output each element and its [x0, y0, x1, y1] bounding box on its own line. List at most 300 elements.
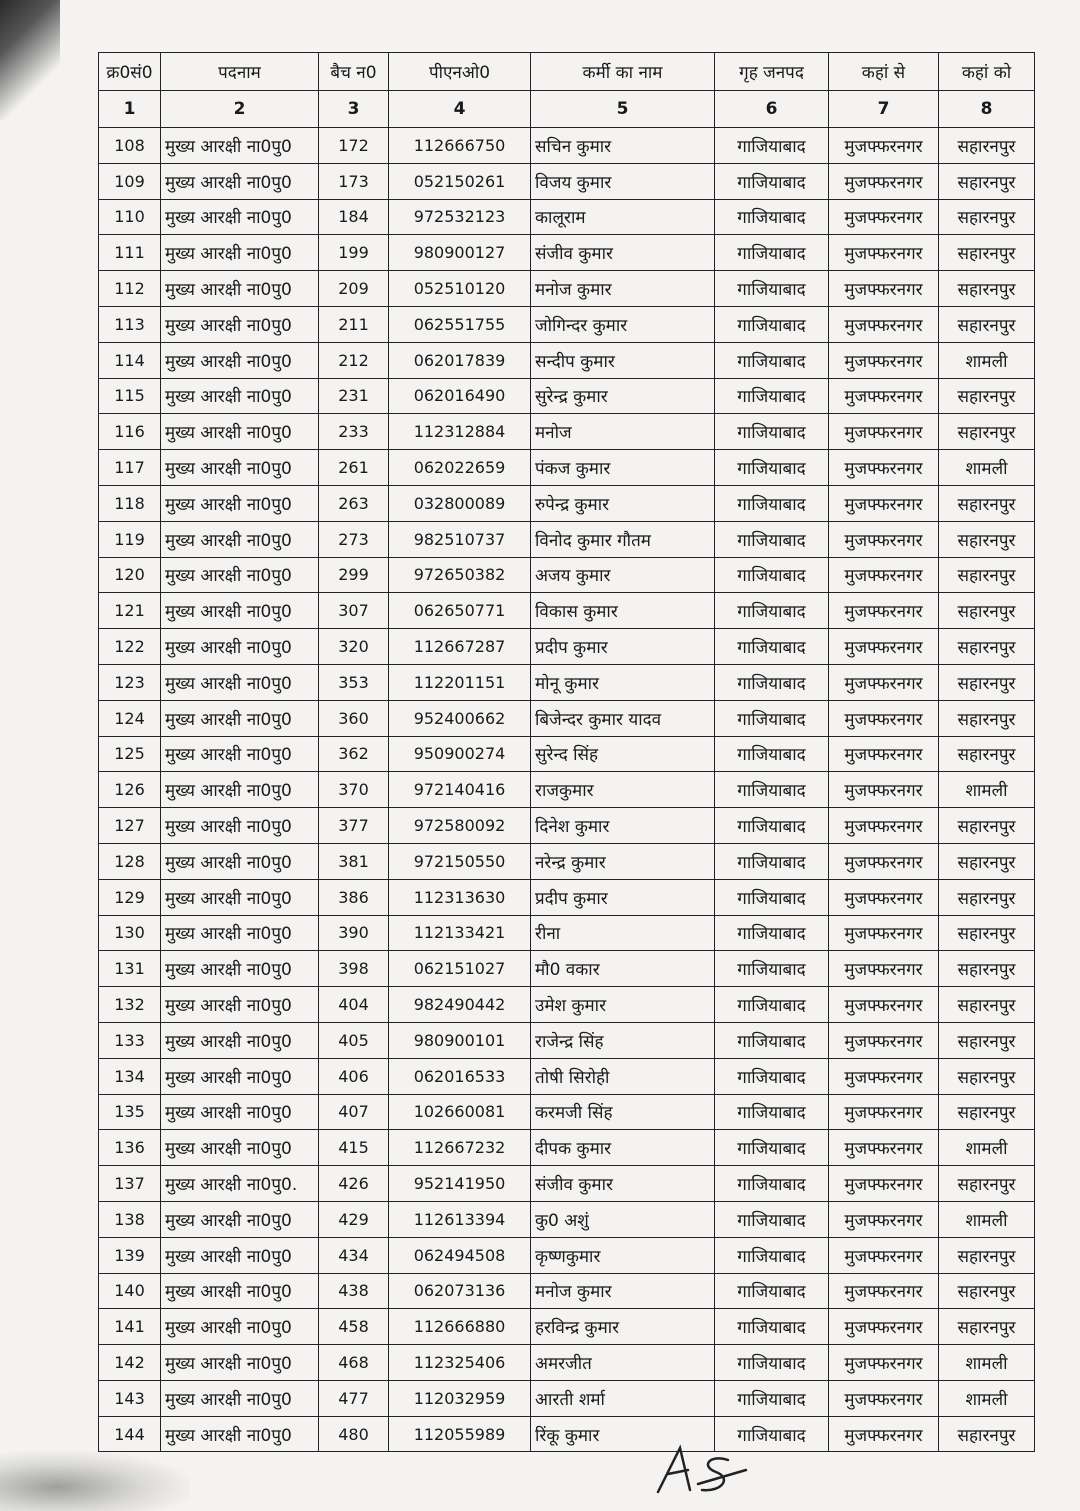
designation-cell: मुख्य आरक्षी ना0पु0 — [161, 1201, 319, 1237]
table-body — [99, 128, 1035, 1452]
serial-no-cell: 113 — [99, 306, 161, 342]
employee-name-cell: सन्दीप कुमार — [531, 342, 715, 378]
pno-cell: 062073136 — [389, 1273, 531, 1309]
batch-no-cell: 370 — [319, 772, 389, 808]
designation-cell: मुख्य आरक्षी ना0पु0 — [161, 915, 319, 951]
home-district-cell: गाजियाबाद — [715, 736, 829, 772]
table-row — [99, 1130, 1035, 1166]
batch-no-cell: 468 — [319, 1345, 389, 1381]
batch-no-cell: 212 — [319, 342, 389, 378]
table-row — [99, 306, 1035, 342]
home-district-cell: गाजियाबाद — [715, 808, 829, 844]
table-row — [99, 1166, 1035, 1202]
to-district-cell: सहारनपुर — [939, 1022, 1035, 1058]
home-district-cell: गाजियाबाद — [715, 1166, 829, 1202]
to-district-cell: शामली — [939, 342, 1035, 378]
designation-cell: मुख्य आरक्षी ना0पु0 — [161, 1058, 319, 1094]
from-district-cell: मुजफ्फरनगर — [829, 1130, 939, 1166]
pno-cell: 972140416 — [389, 772, 531, 808]
pno-cell: 112312884 — [389, 414, 531, 450]
from-district-cell: मुजफ्फरनगर — [829, 342, 939, 378]
home-district-cell: गाजियाबाद — [715, 235, 829, 271]
batch-no-cell: 299 — [319, 557, 389, 593]
designation-cell: मुख्य आरक्षी ना0पु0 — [161, 843, 319, 879]
from-district-cell: मुजफ्फरनगर — [829, 306, 939, 342]
pno-cell: 052150261 — [389, 163, 531, 199]
to-district-cell: सहारनपुर — [939, 808, 1035, 844]
designation-cell: मुख्य आरक्षी ना0पु0 — [161, 987, 319, 1023]
table-row — [99, 485, 1035, 521]
pno-cell: 112667232 — [389, 1130, 531, 1166]
pno-cell: 102660081 — [389, 1094, 531, 1130]
table-row — [99, 593, 1035, 629]
designation-cell: मुख्य आरक्षी ना0पु0 — [161, 485, 319, 521]
table-row — [99, 1380, 1035, 1416]
home-district-cell: गाजियाबाद — [715, 485, 829, 521]
home-district-cell: गाजियाबाद — [715, 1309, 829, 1345]
home-district-cell: गाजियाबाद — [715, 521, 829, 557]
header-designation: पदनाम — [161, 53, 319, 91]
serial-no-cell: 110 — [99, 199, 161, 235]
serial-no-cell: 123 — [99, 664, 161, 700]
to-district-cell: सहारनपुर — [939, 271, 1035, 307]
employee-name-cell: अजय कुमार — [531, 557, 715, 593]
serial-no-cell: 122 — [99, 629, 161, 665]
employee-name-cell: सुरेन्द सिंह — [531, 736, 715, 772]
home-district-cell: गाजियाबाद — [715, 593, 829, 629]
to-district-cell: सहारनपुर — [939, 915, 1035, 951]
to-district-cell: सहारनपुर — [939, 521, 1035, 557]
serial-no-cell: 137 — [99, 1166, 161, 1202]
batch-no-cell: 477 — [319, 1380, 389, 1416]
batch-no-cell: 404 — [319, 987, 389, 1023]
to-district-cell: सहारनपुर — [939, 485, 1035, 521]
table-row — [99, 951, 1035, 987]
from-district-cell: मुजफ्फरनगर — [829, 808, 939, 844]
transfer-list-table — [98, 52, 1035, 1452]
employee-name-cell: संजीव कुमार — [531, 1166, 715, 1202]
header-to: कहां को — [939, 53, 1035, 91]
pno-cell: 052510120 — [389, 271, 531, 307]
batch-no-cell: 209 — [319, 271, 389, 307]
from-district-cell: मुजफ्फरनगर — [829, 843, 939, 879]
home-district-cell: गाजियाबाद — [715, 163, 829, 199]
employee-name-cell: सुरेन्द्र कुमार — [531, 378, 715, 414]
pno-cell: 112032959 — [389, 1380, 531, 1416]
to-district-cell: सहारनपुर — [939, 664, 1035, 700]
serial-no-cell: 143 — [99, 1380, 161, 1416]
to-district-cell: शामली — [939, 450, 1035, 486]
table-row — [99, 342, 1035, 378]
pno-cell: 112201151 — [389, 664, 531, 700]
employee-name-cell: प्रदीप कुमार — [531, 879, 715, 915]
table-row — [99, 378, 1035, 414]
pno-cell: 062017839 — [389, 342, 531, 378]
serial-no-cell: 109 — [99, 163, 161, 199]
pno-cell: 062016490 — [389, 378, 531, 414]
designation-cell: मुख्य आरक्षी ना0पु0 — [161, 700, 319, 736]
from-district-cell: मुजफ्फरनगर — [829, 1201, 939, 1237]
batch-no-cell: 398 — [319, 951, 389, 987]
column-number: 3 — [319, 91, 389, 128]
employee-name-cell: विकास कुमार — [531, 593, 715, 629]
batch-no-cell: 362 — [319, 736, 389, 772]
to-district-cell: सहारनपुर — [939, 1416, 1035, 1452]
to-district-cell: सहारनपुर — [939, 843, 1035, 879]
page-fold-shadow — [0, 0, 60, 120]
to-district-cell: सहारनपुर — [939, 1237, 1035, 1273]
employee-name-cell: राजेन्द्र सिंह — [531, 1022, 715, 1058]
designation-cell: मुख्य आरक्षी ना0पु0 — [161, 1416, 319, 1452]
serial-no-cell: 114 — [99, 342, 161, 378]
pno-cell: 032800089 — [389, 485, 531, 521]
employee-name-cell: राजकुमार — [531, 772, 715, 808]
batch-no-cell: 263 — [319, 485, 389, 521]
table-row — [99, 521, 1035, 557]
batch-no-cell: 172 — [319, 128, 389, 164]
home-district-cell: गाजियाबाद — [715, 1201, 829, 1237]
home-district-cell: गाजियाबाद — [715, 306, 829, 342]
batch-no-cell: 231 — [319, 378, 389, 414]
home-district-cell: गाजियाबाद — [715, 951, 829, 987]
table-row — [99, 915, 1035, 951]
serial-no-cell: 126 — [99, 772, 161, 808]
employee-name-cell: प्रदीप कुमार — [531, 629, 715, 665]
header-batch-no: बैच न0 — [319, 53, 389, 91]
batch-no-cell: 353 — [319, 664, 389, 700]
serial-no-cell: 112 — [99, 271, 161, 307]
serial-no-cell: 134 — [99, 1058, 161, 1094]
table-row — [99, 271, 1035, 307]
from-district-cell: मुजफ्फरनगर — [829, 1094, 939, 1130]
pno-cell: 062551755 — [389, 306, 531, 342]
scan-smudge — [0, 1451, 190, 1511]
from-district-cell: मुजफ्फरनगर — [829, 557, 939, 593]
designation-cell: मुख्य आरक्षी ना0पु0 — [161, 271, 319, 307]
serial-no-cell: 125 — [99, 736, 161, 772]
serial-no-cell: 127 — [99, 808, 161, 844]
from-district-cell: मुजफ्फरनगर — [829, 1166, 939, 1202]
employee-name-cell: बिजेन्दर कुमार यादव — [531, 700, 715, 736]
pno-cell: 062650771 — [389, 593, 531, 629]
employee-name-cell: उमेश कुमार — [531, 987, 715, 1023]
table-row — [99, 1345, 1035, 1381]
pno-cell: 062151027 — [389, 951, 531, 987]
table-row — [99, 1416, 1035, 1452]
employee-name-cell: तोषी सिरोही — [531, 1058, 715, 1094]
table-row — [99, 664, 1035, 700]
designation-cell: मुख्य आरक्षी ना0पु0 — [161, 235, 319, 271]
from-district-cell: मुजफ्फरनगर — [829, 736, 939, 772]
to-district-cell: शामली — [939, 1130, 1035, 1166]
employee-name-cell: मौ0 वकार — [531, 951, 715, 987]
serial-no-cell: 117 — [99, 450, 161, 486]
employee-name-cell: पंकज कुमार — [531, 450, 715, 486]
table-row — [99, 700, 1035, 736]
column-number: 1 — [99, 91, 161, 128]
to-district-cell: सहारनपुर — [939, 128, 1035, 164]
pno-cell: 972650382 — [389, 557, 531, 593]
batch-no-cell: 307 — [319, 593, 389, 629]
table-row — [99, 879, 1035, 915]
table-row — [99, 1237, 1035, 1273]
batch-no-cell: 360 — [319, 700, 389, 736]
designation-cell: मुख्य आरक्षी ना0पु0 — [161, 593, 319, 629]
to-district-cell: सहारनपुर — [939, 163, 1035, 199]
to-district-cell: सहारनपुर — [939, 378, 1035, 414]
batch-no-cell: 233 — [319, 414, 389, 450]
to-district-cell: सहारनपुर — [939, 700, 1035, 736]
batch-no-cell: 415 — [319, 1130, 389, 1166]
table-row — [99, 1273, 1035, 1309]
employee-name-cell: मनोज कुमार — [531, 1273, 715, 1309]
serial-no-cell: 141 — [99, 1309, 161, 1345]
designation-cell: मुख्य आरक्षी ना0पु0 — [161, 1130, 319, 1166]
from-district-cell: मुजफ्फरनगर — [829, 271, 939, 307]
designation-cell: मुख्य आरक्षी ना0पु0 — [161, 414, 319, 450]
designation-cell: मुख्य आरक्षी ना0पु0 — [161, 772, 319, 808]
column-number: 8 — [939, 91, 1035, 128]
batch-no-cell: 426 — [319, 1166, 389, 1202]
from-district-cell: मुजफ्फरनगर — [829, 1345, 939, 1381]
batch-no-cell: 184 — [319, 199, 389, 235]
from-district-cell: मुजफ्फरनगर — [829, 1237, 939, 1273]
to-district-cell: सहारनपुर — [939, 593, 1035, 629]
batch-no-cell: 320 — [319, 629, 389, 665]
from-district-cell: मुजफ्फरनगर — [829, 485, 939, 521]
home-district-cell: गाजियाबाद — [715, 1058, 829, 1094]
pno-cell: 112666750 — [389, 128, 531, 164]
to-district-cell: सहारनपुर — [939, 951, 1035, 987]
designation-cell: मुख्य आरक्षी ना0पु0 — [161, 1309, 319, 1345]
home-district-cell: गाजियाबाद — [715, 199, 829, 235]
serial-no-cell: 124 — [99, 700, 161, 736]
table-row — [99, 987, 1035, 1023]
home-district-cell: गाजियाबाद — [715, 879, 829, 915]
employee-name-cell: अमरजीत — [531, 1345, 715, 1381]
from-district-cell: मुजफ्फरनगर — [829, 629, 939, 665]
home-district-cell: गाजियाबाद — [715, 378, 829, 414]
table-row — [99, 1058, 1035, 1094]
employee-name-cell: करमजी सिंह — [531, 1094, 715, 1130]
batch-no-cell: 434 — [319, 1237, 389, 1273]
designation-cell: मुख्य आरक्षी ना0पु0 — [161, 306, 319, 342]
from-district-cell: मुजफ्फरनगर — [829, 1022, 939, 1058]
column-number: 2 — [161, 91, 319, 128]
employee-name-cell: दिनेश कुमार — [531, 808, 715, 844]
from-district-cell: मुजफ्फरनगर — [829, 1309, 939, 1345]
header-from: कहां से — [829, 53, 939, 91]
to-district-cell: सहारनपुर — [939, 1058, 1035, 1094]
from-district-cell: मुजफ्फरनगर — [829, 414, 939, 450]
to-district-cell: सहारनपुर — [939, 414, 1035, 450]
employee-name-cell: कालूराम — [531, 199, 715, 235]
designation-cell: मुख्य आरक्षी ना0पु0. — [161, 1166, 319, 1202]
table-row — [99, 128, 1035, 164]
designation-cell: मुख्य आरक्षी ना0पु0 — [161, 128, 319, 164]
home-district-cell: गाजियाबाद — [715, 1022, 829, 1058]
pno-cell: 112667287 — [389, 629, 531, 665]
serial-no-cell: 119 — [99, 521, 161, 557]
from-district-cell: मुजफ्फरनगर — [829, 1273, 939, 1309]
serial-no-cell: 142 — [99, 1345, 161, 1381]
batch-no-cell: 199 — [319, 235, 389, 271]
from-district-cell: मुजफ्फरनगर — [829, 521, 939, 557]
pno-cell: 950900274 — [389, 736, 531, 772]
to-district-cell: सहारनपुर — [939, 736, 1035, 772]
designation-cell: मुख्य आरक्षी ना0पु0 — [161, 1273, 319, 1309]
table-row — [99, 450, 1035, 486]
header-pno: पीएनओ0 — [389, 53, 531, 91]
employee-name-cell: मोनू कुमार — [531, 664, 715, 700]
table-row — [99, 629, 1035, 665]
column-number: 5 — [531, 91, 715, 128]
serial-no-cell: 140 — [99, 1273, 161, 1309]
pno-cell: 112325406 — [389, 1345, 531, 1381]
batch-no-cell: 211 — [319, 306, 389, 342]
column-number: 4 — [389, 91, 531, 128]
pno-cell: 062494508 — [389, 1237, 531, 1273]
batch-no-cell: 273 — [319, 521, 389, 557]
home-district-cell: गाजियाबाद — [715, 1380, 829, 1416]
home-district-cell: गाजियाबाद — [715, 414, 829, 450]
from-district-cell: मुजफ्फरनगर — [829, 772, 939, 808]
to-district-cell: सहारनपुर — [939, 557, 1035, 593]
serial-no-cell: 139 — [99, 1237, 161, 1273]
batch-no-cell: 390 — [319, 915, 389, 951]
from-district-cell: मुजफ्फरनगर — [829, 700, 939, 736]
from-district-cell: मुजफ्फरनगर — [829, 378, 939, 414]
to-district-cell: शामली — [939, 1345, 1035, 1381]
employee-name-cell: सचिन कुमार — [531, 128, 715, 164]
from-district-cell: मुजफ्फरनगर — [829, 128, 939, 164]
pno-cell: 112613394 — [389, 1201, 531, 1237]
designation-cell: मुख्य आरक्षी ना0पु0 — [161, 1237, 319, 1273]
pno-cell: 112133421 — [389, 915, 531, 951]
serial-no-cell: 138 — [99, 1201, 161, 1237]
serial-no-cell: 116 — [99, 414, 161, 450]
designation-cell: मुख्य आरक्षी ना0पु0 — [161, 521, 319, 557]
from-district-cell: मुजफ्फरनगर — [829, 199, 939, 235]
batch-no-cell: 386 — [319, 879, 389, 915]
home-district-cell: गाजियाबाद — [715, 1130, 829, 1166]
table-row — [99, 1094, 1035, 1130]
employee-name-cell: नरेन्द्र कुमार — [531, 843, 715, 879]
table-row — [99, 772, 1035, 808]
batch-no-cell: 429 — [319, 1201, 389, 1237]
serial-no-cell: 121 — [99, 593, 161, 629]
batch-no-cell: 480 — [319, 1416, 389, 1452]
pno-cell: 062016533 — [389, 1058, 531, 1094]
employee-name-cell: मनोज — [531, 414, 715, 450]
from-district-cell: मुजफ्फरनगर — [829, 879, 939, 915]
table-row — [99, 557, 1035, 593]
home-district-cell: गाजियाबाद — [715, 987, 829, 1023]
to-district-cell: सहारनपुर — [939, 199, 1035, 235]
serial-no-cell: 129 — [99, 879, 161, 915]
pno-cell: 972532123 — [389, 199, 531, 235]
from-district-cell: मुजफ्फरनगर — [829, 664, 939, 700]
home-district-cell: गाजियाबाद — [715, 1416, 829, 1452]
designation-cell: मुख्य आरक्षी ना0पु0 — [161, 664, 319, 700]
from-district-cell: मुजफ्फरनगर — [829, 163, 939, 199]
batch-no-cell: 438 — [319, 1273, 389, 1309]
serial-no-cell: 120 — [99, 557, 161, 593]
designation-cell: मुख्य आरक्षी ना0पु0 — [161, 879, 319, 915]
pno-cell: 062022659 — [389, 450, 531, 486]
to-district-cell: सहारनपुर — [939, 1094, 1035, 1130]
pno-cell: 952141950 — [389, 1166, 531, 1202]
employee-name-cell: हरविन्द्र कुमार — [531, 1309, 715, 1345]
table-row — [99, 808, 1035, 844]
serial-no-cell: 118 — [99, 485, 161, 521]
pno-cell: 982510737 — [389, 521, 531, 557]
to-district-cell: सहारनपुर — [939, 1309, 1035, 1345]
to-district-cell: सहारनपुर — [939, 306, 1035, 342]
designation-cell: मुख्य आरक्षी ना0पु0 — [161, 342, 319, 378]
serial-no-cell: 144 — [99, 1416, 161, 1452]
designation-cell: मुख्य आरक्षी ना0पु0 — [161, 1094, 319, 1130]
to-district-cell: सहारनपुर — [939, 1166, 1035, 1202]
to-district-cell: सहारनपुर — [939, 629, 1035, 665]
employee-name-cell: संजीव कुमार — [531, 235, 715, 271]
pno-cell: 112313630 — [389, 879, 531, 915]
serial-no-cell: 136 — [99, 1130, 161, 1166]
serial-no-cell: 135 — [99, 1094, 161, 1130]
home-district-cell: गाजियाबाद — [715, 1345, 829, 1381]
to-district-cell: सहारनपुर — [939, 235, 1035, 271]
designation-cell: मुख्य आरक्षी ना0पु0 — [161, 736, 319, 772]
home-district-cell: गाजियाबाद — [715, 342, 829, 378]
column-number: 7 — [829, 91, 939, 128]
serial-no-cell: 133 — [99, 1022, 161, 1058]
home-district-cell: गाजियाबाद — [715, 664, 829, 700]
serial-no-cell: 131 — [99, 951, 161, 987]
from-district-cell: मुजफ्फरनगर — [829, 1058, 939, 1094]
home-district-cell: गाजियाबाद — [715, 1273, 829, 1309]
to-district-cell: शामली — [939, 1201, 1035, 1237]
serial-no-cell: 132 — [99, 987, 161, 1023]
pno-cell: 952400662 — [389, 700, 531, 736]
serial-no-cell: 111 — [99, 235, 161, 271]
table-row — [99, 843, 1035, 879]
designation-cell: मुख्य आरक्षी ना0पु0 — [161, 629, 319, 665]
serial-no-cell: 115 — [99, 378, 161, 414]
pno-cell: 972150550 — [389, 843, 531, 879]
employee-name-cell: जोगिन्दर कुमार — [531, 306, 715, 342]
designation-cell: मुख्य आरक्षी ना0पु0 — [161, 199, 319, 235]
to-district-cell: शामली — [939, 772, 1035, 808]
from-district-cell: मुजफ्फरनगर — [829, 450, 939, 486]
designation-cell: मुख्य आरक्षी ना0पु0 — [161, 951, 319, 987]
designation-cell: मुख्य आरक्षी ना0पु0 — [161, 1345, 319, 1381]
table-row — [99, 1201, 1035, 1237]
header-home-district: गृह जनपद — [715, 53, 829, 91]
serial-no-cell: 130 — [99, 915, 161, 951]
employee-name-cell: आरती शर्मा — [531, 1380, 715, 1416]
designation-cell: मुख्य आरक्षी ना0पु0 — [161, 1380, 319, 1416]
batch-no-cell: 405 — [319, 1022, 389, 1058]
from-district-cell: मुजफ्फरनगर — [829, 951, 939, 987]
batch-no-cell: 377 — [319, 808, 389, 844]
home-district-cell: गाजियाबाद — [715, 1094, 829, 1130]
from-district-cell: मुजफ्फरनगर — [829, 987, 939, 1023]
serial-no-cell: 108 — [99, 128, 161, 164]
employee-name-cell: रिंकू कुमार — [531, 1416, 715, 1452]
to-district-cell: शामली — [939, 1380, 1035, 1416]
header-row — [99, 53, 1035, 91]
table-row — [99, 1022, 1035, 1058]
